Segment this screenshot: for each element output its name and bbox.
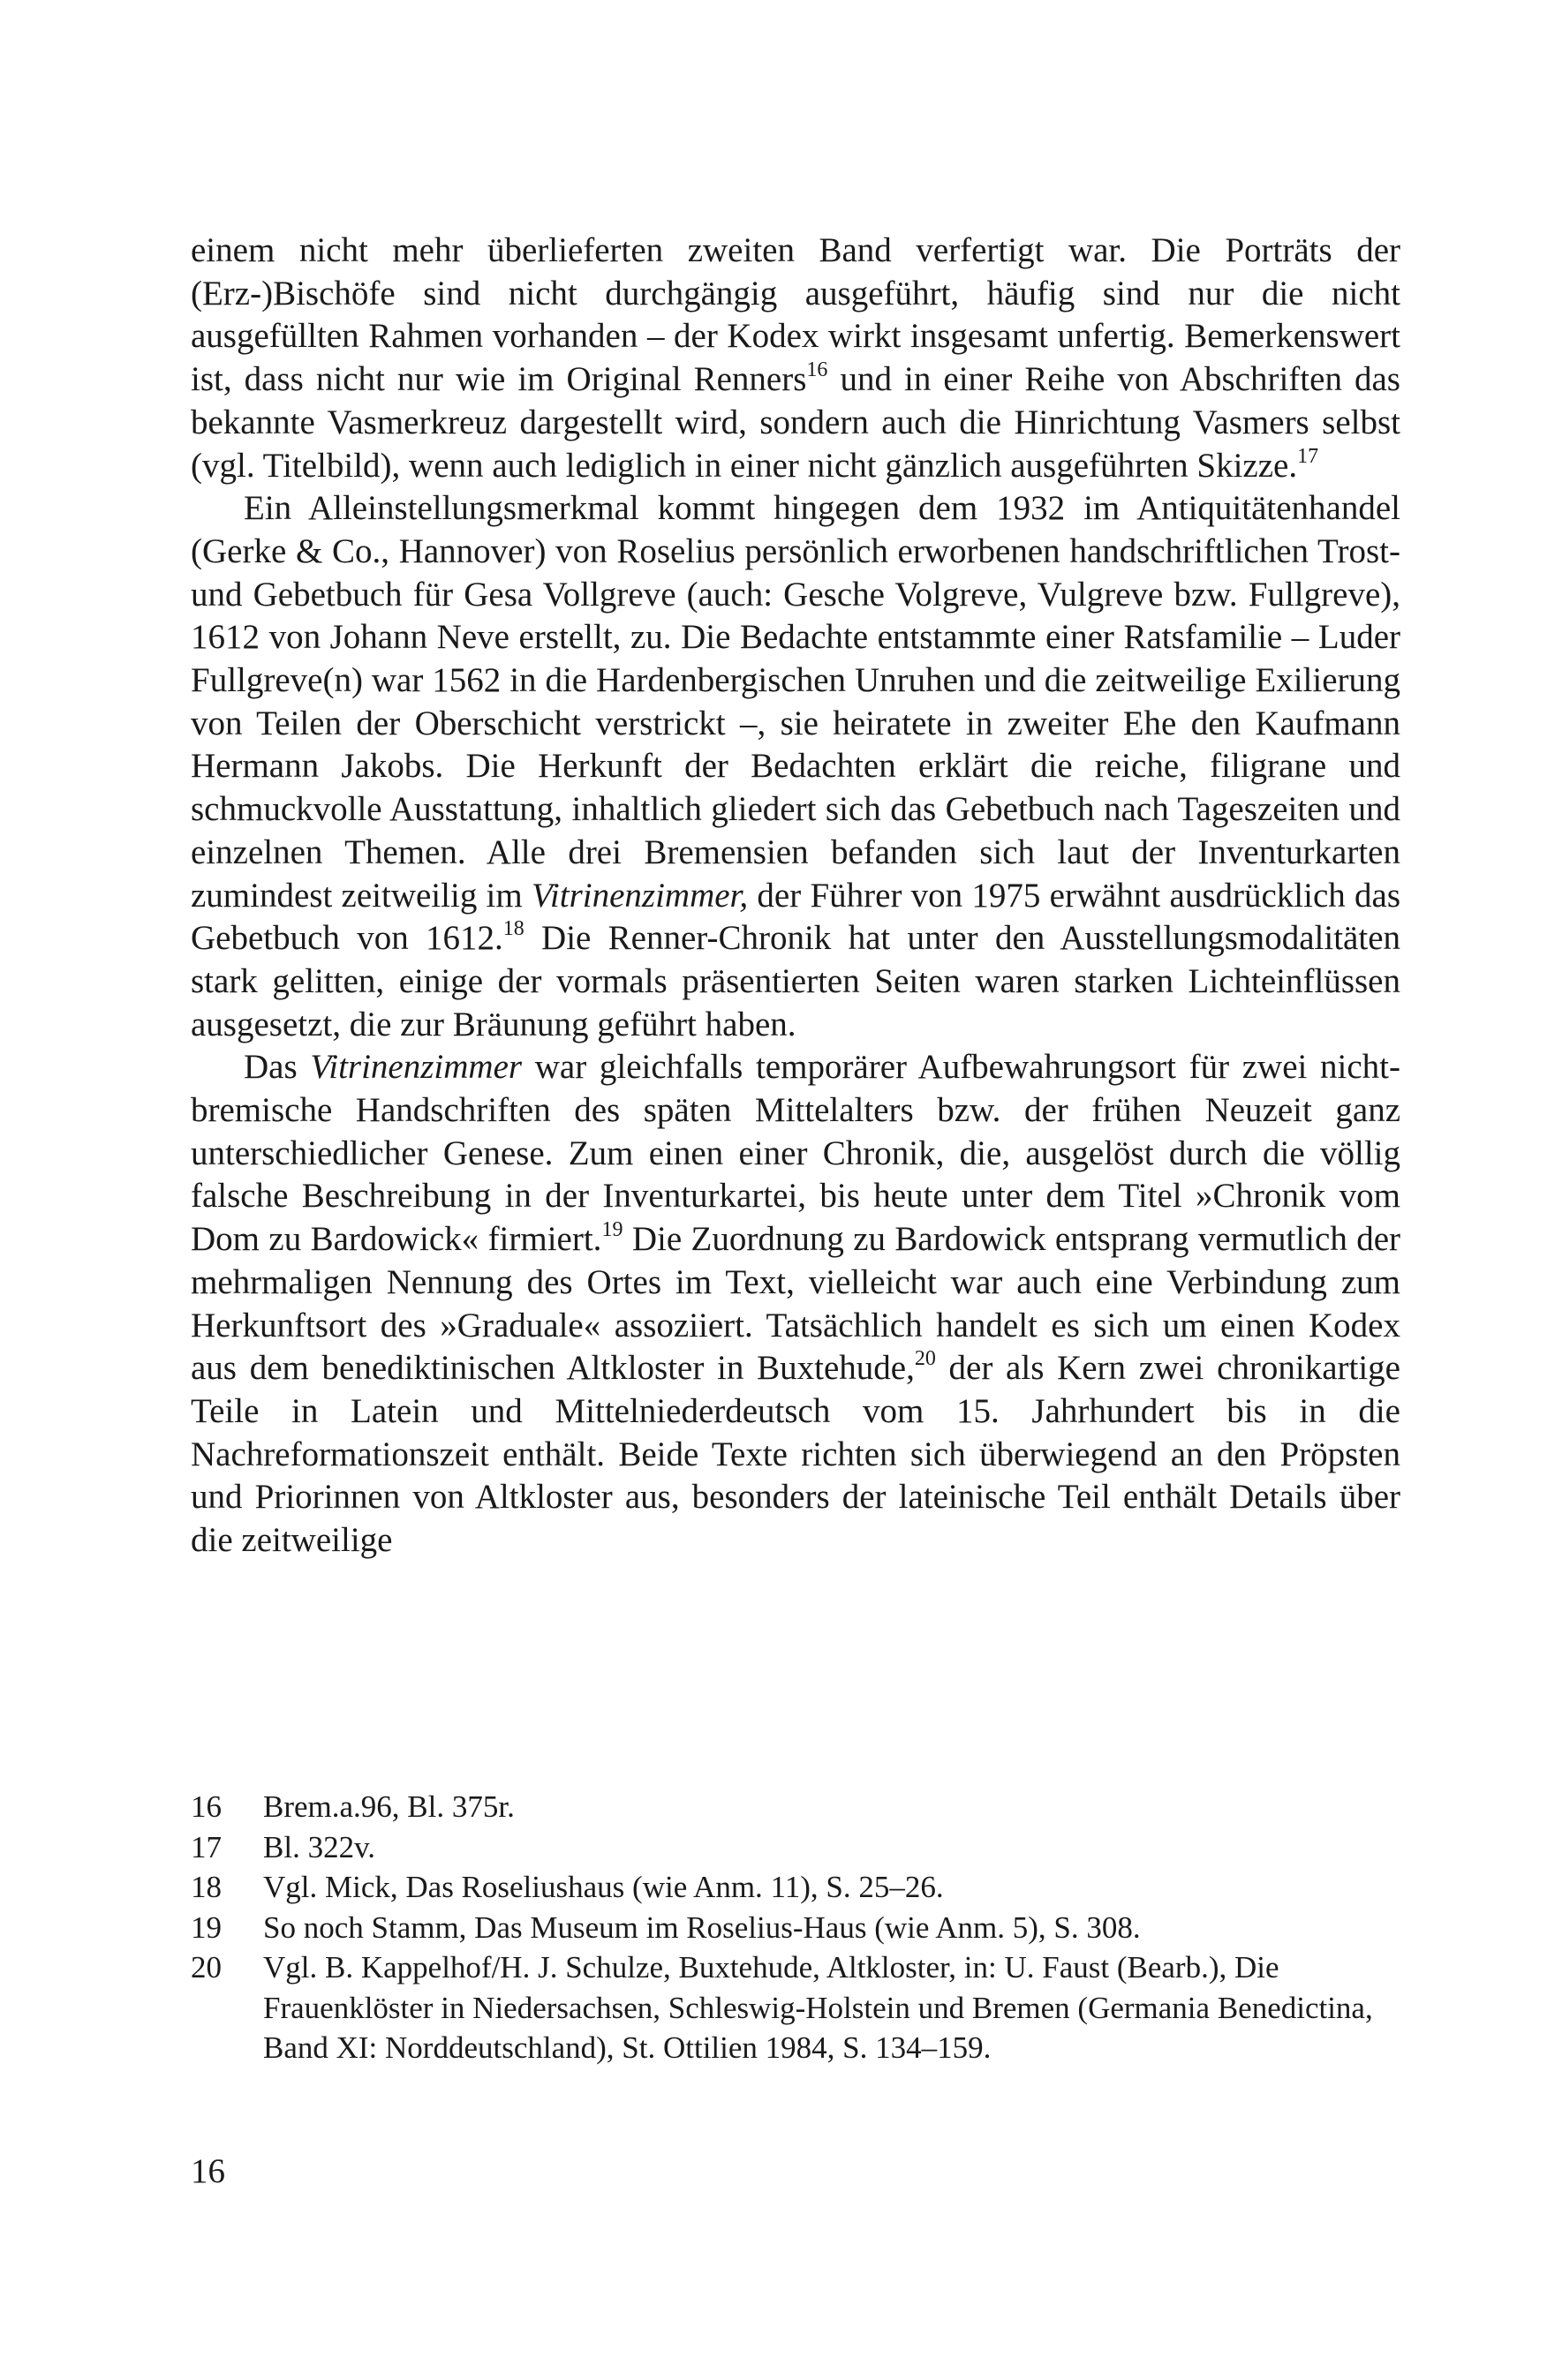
page-number: 16 (191, 2152, 225, 2190)
paragraph (191, 1046, 1400, 1562)
footnote-number: 16 (191, 1789, 222, 1824)
footnote (191, 1827, 1400, 1868)
text-run: der als Kern zwei chronikartige Teile in Latein und Mittelniederdeutsch vom 15. Jahrhundert bis in die Nachreformationszeit enthält. Beide Texte richten sich überwiegend an den Pröpsten und Priorinnen von Altkloster aus, besonders der lateinische Teil enthält Details über die zeitweilige (191, 1349, 1400, 1560)
footnote-ref: 18 (502, 917, 524, 941)
text-run: Die Renner-Chronik hat unter den Ausstellungsmodalitäten stark gelitten, einige der vormals präsentierten Seiten waren starken Lichteinflüssen ausgesetzt, die zur Bräunung geführt haben. (191, 919, 1401, 1043)
footnote-ref: 20 (914, 1347, 936, 1371)
footnote-text: Vgl. Mick, Das Roseliushaus (wie Anm. 11), S. 25–26. (263, 1870, 944, 1904)
text-run: Das (244, 1048, 311, 1087)
footnote-number: 19 (191, 1909, 222, 1945)
main-text (191, 230, 1400, 1563)
text-run: der Führer von 1975 erwähnt ausdrücklich das Gebetbuch von 1612. (191, 876, 1400, 958)
footnote-text: Vgl. B. Kappelhof/H. J. Schulze, Buxtehude, Altkloster, in: U. Faust (Bearb.), Die Frauenklöster in Niedersachsen, Schleswig-Holstein und Bremen (Germania Benedictina, Band XI: Norddeutschland), St. Ottilien 1984, S. 134–159. (263, 1950, 1373, 2065)
paragraph (191, 230, 1400, 487)
footnote-number: 17 (191, 1829, 222, 1864)
footnote-text: So noch Stamm, Das Museum im Roselius-Haus (wie Anm. 5), S. 308. (263, 1909, 1141, 1945)
footnote-ref: 17 (1297, 444, 1319, 468)
italic-term: Vitrinenzimmer, (531, 876, 749, 915)
italic-term: Vitrinenzimmer (310, 1048, 523, 1087)
text-run: und in einer Reihe von Abschriften das bekannte Vasmerkreuz dargestellt wird, sondern auch die Hinrichtung Vasmers selbst (vgl. Titelbild), wenn auch lediglich in einer nicht gänzlich ausgeführten Skizze. (191, 360, 1400, 485)
footnote-text: Brem.a.96, Bl. 375r. (263, 1789, 515, 1824)
text-run: einem nicht mehr überlieferten zweiten Band verfertigt war. Die Porträts der (Erz-)Bischöfe sind nicht durchgängig ausgeführt, häufig sind nur die nicht ausgefüllten Rahmen vorhanden – der Kodex wirkt insgesamt unfertig. Bemerkenswert ist, dass nicht nur wie im Original Renners (191, 231, 1400, 399)
footnote-number: 20 (191, 1950, 222, 1985)
footnote-text: Bl. 322v. (263, 1829, 376, 1864)
text-run: Die Zuordnung zu Bardowick entsprang vermutlich der mehrmaligen Nennung des Ortes im Text, vielleicht war auch eine Verbindung zum Herkunftsort des »Graduale« assoziiert. Tatsächlich handelt es sich um einen Kodex aus dem benediktinischen Altkloster in Buxtehude, (191, 1220, 1401, 1388)
paragraph (191, 487, 1400, 1046)
footnote (191, 1787, 1400, 1827)
footnote (191, 1908, 1400, 1948)
text-run: Ein Alleinstellungsmerkmal kommt hingegen dem 1932 im Antiquitätenhandel (Gerke & Co., Hannover) von Roselius persönlich erworbenen handschriftlichen Trost- und Gebetbuch für Gesa Vollgreve (auch: Gesche Volgreve, Vulgreve bzw. Fullgreve), 1612 von Johann Neve erstellt, zu. Die Bedachte entstammte einer Ratsfamilie – Luder Fullgreve(n) war 1562 in die Hardenbergischen Unruhen und die zeitweilige Exilierung von Teilen der Oberschicht verstrickt –, sie heiratete in zweiter Ehe den Kaufmann Hermann Jakobs. Die Herkunft der Bedachten erklärt die reiche, filigrane und schmuckvolle Ausstattung, inhaltlich gliedert sich das Gebetbuch nach Tageszeiten und einzelnen Themen. Alle drei Bremensien befanden sich laut der Inventurkarten zumindest zeitweilig im (191, 489, 1400, 915)
footnote (191, 1867, 1400, 1908)
footnote-number: 18 (191, 1870, 222, 1904)
text-run: war gleichfalls temporärer Aufbewahrungsort für zwei nicht-bremische Handschriften des späten Mittelalters bzw. der frühen Neuzeit ganz unterschiedlicher Genese. Zum einen einer Chronik, die, ausgelöst durch die völlig falsche Beschreibung in der Inventurkartei, bis heute unter dem Titel »Chronik vom Dom zu Bardowick« firmiert. (191, 1048, 1400, 1259)
footnote-ref: 16 (806, 358, 828, 382)
footnotes (191, 1787, 1400, 2068)
footnote (191, 1947, 1400, 2068)
footnote-ref: 19 (601, 1218, 623, 1242)
